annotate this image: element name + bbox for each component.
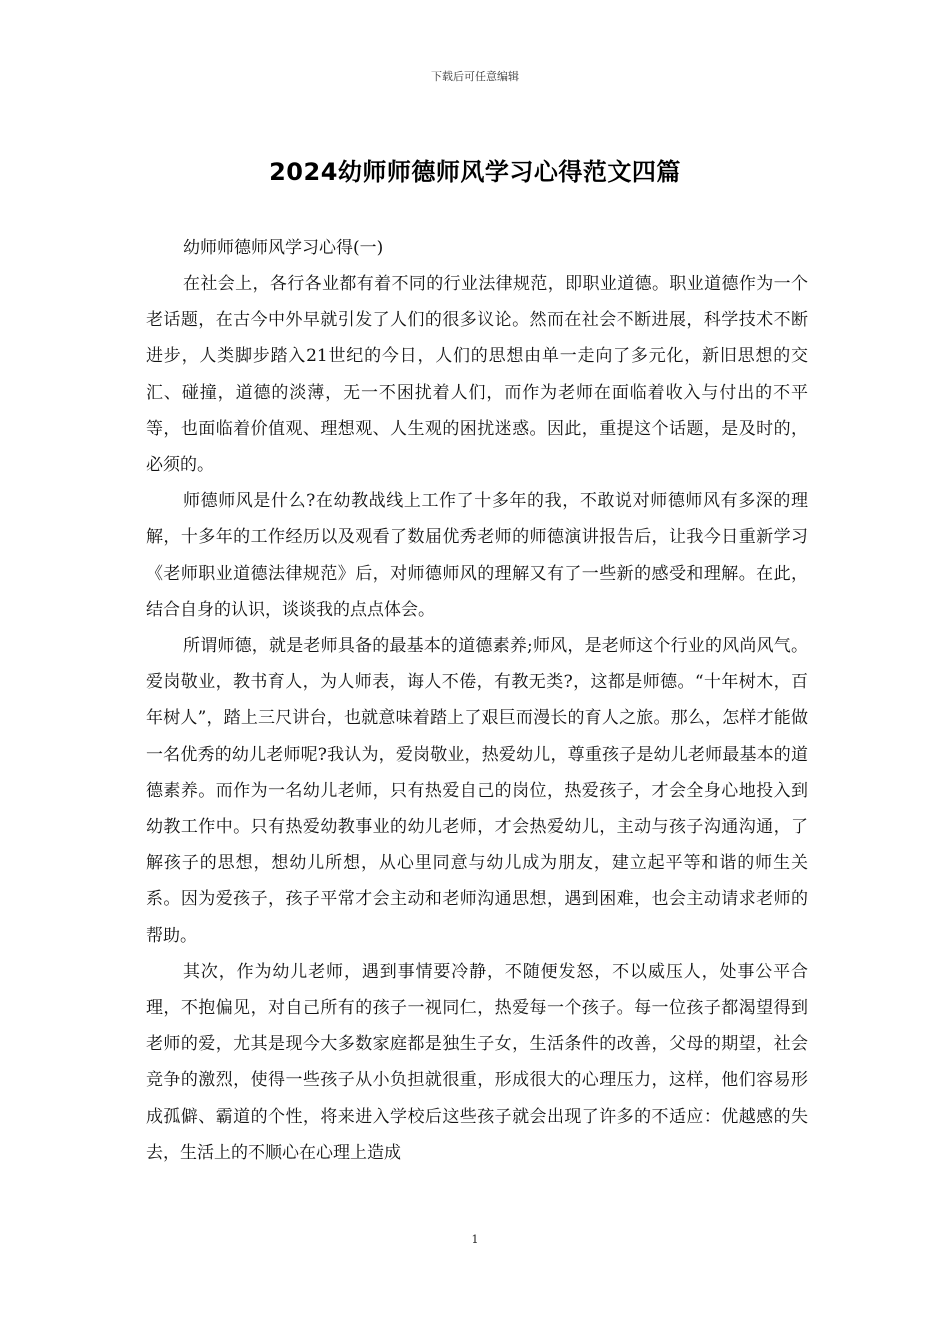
paragraph: 所谓师德，就是老师具备的最基本的道德素养;师风，是老师这个行业的风尚风气。爱岗敬业，教书育人，为人师表，诲人不倦，有教无类?，这都是师德。“十年树木，百年树人”，踏上三尺讲台，也就意味着踏上了艰巨而漫长的育人之旅。那么，怎样才能做一名优秀的幼儿老师呢?我认为，爱岗敬业，热爱幼儿，尊重孩子是幼儿老师最基本的道德素养。而作为一名幼儿老师，只有热爱自己的岗位，热爱孩子，才会全身心地投入到幼教工作中。只有热爱幼教事业的幼儿老师，才会热爱幼儿，主动与孩子沟通沟通，了解孩子的思想，想幼儿所想，从心里同意与幼儿成为朋友，建立起平等和谐的师生关系。因为爱孩子，孩子平常才会主动和老师沟通思想，遇到困难，也会主动请求老师的帮助。	[146, 636, 808, 946]
page-number: 1	[471, 1233, 479, 1246]
paragraph: 其次，作为幼儿老师，遇到事情要冷静，不随便发怒，不以威压人，处事公平合理，不抱偏见，对自己所有的孩子一视同仁，热爱每一个孩子。每一位孩子都渴望得到老师的爱，尤其是现今大多数家庭都是独生子女，生活条件的改善，父母的期望，社会竞争的激烈，使得一些孩子从小负担就很重，形成很大的心理压力，这样，他们容易形成孤僻、霸道的个性，将来进入学校后这些孩子就会出现了许多的不适应：优越感的失去，生活上的不顺心在心理上造成	[146, 961, 808, 1163]
document-title: 2024幼师师德师风学习心得范文四篇	[269, 158, 681, 186]
section-heading: 幼师师德师风学习心得(一)	[183, 238, 384, 258]
header-note: 下载后可任意编辑	[431, 70, 519, 83]
document-body	[146, 230, 808, 1171]
paragraph: 在社会上，各行各业都有着不同的行业法律规范，即职业道德。职业道德作为一个老话题，在古今中外早就引发了人们的很多议论。然而在社会不断进展，科学技术不断进步，人类脚步踏入21世纪的今日，人们的思想由单一走向了多元化，新旧思想的交汇、碰撞，道德的淡薄，无一不困扰着人们，而作为老师在面临着收入与付出的不平等，也面临着价值观、理想观、人生观的困扰迷惑。因此，重提这个话题，是及时的，必须的。	[146, 274, 808, 476]
paragraph: 师德师风是什么?在幼教战线上工作了十多年的我，不敢说对师德师风有多深的理解，十多年的工作经历以及观看了数届优秀老师的师德演讲报告后，让我今日重新学习《老师职业道德法律规范》后，对师德师风的理解又有了一些新的感受和理解。在此，结合自身的认识，谈谈我的点点体会。	[146, 491, 808, 620]
